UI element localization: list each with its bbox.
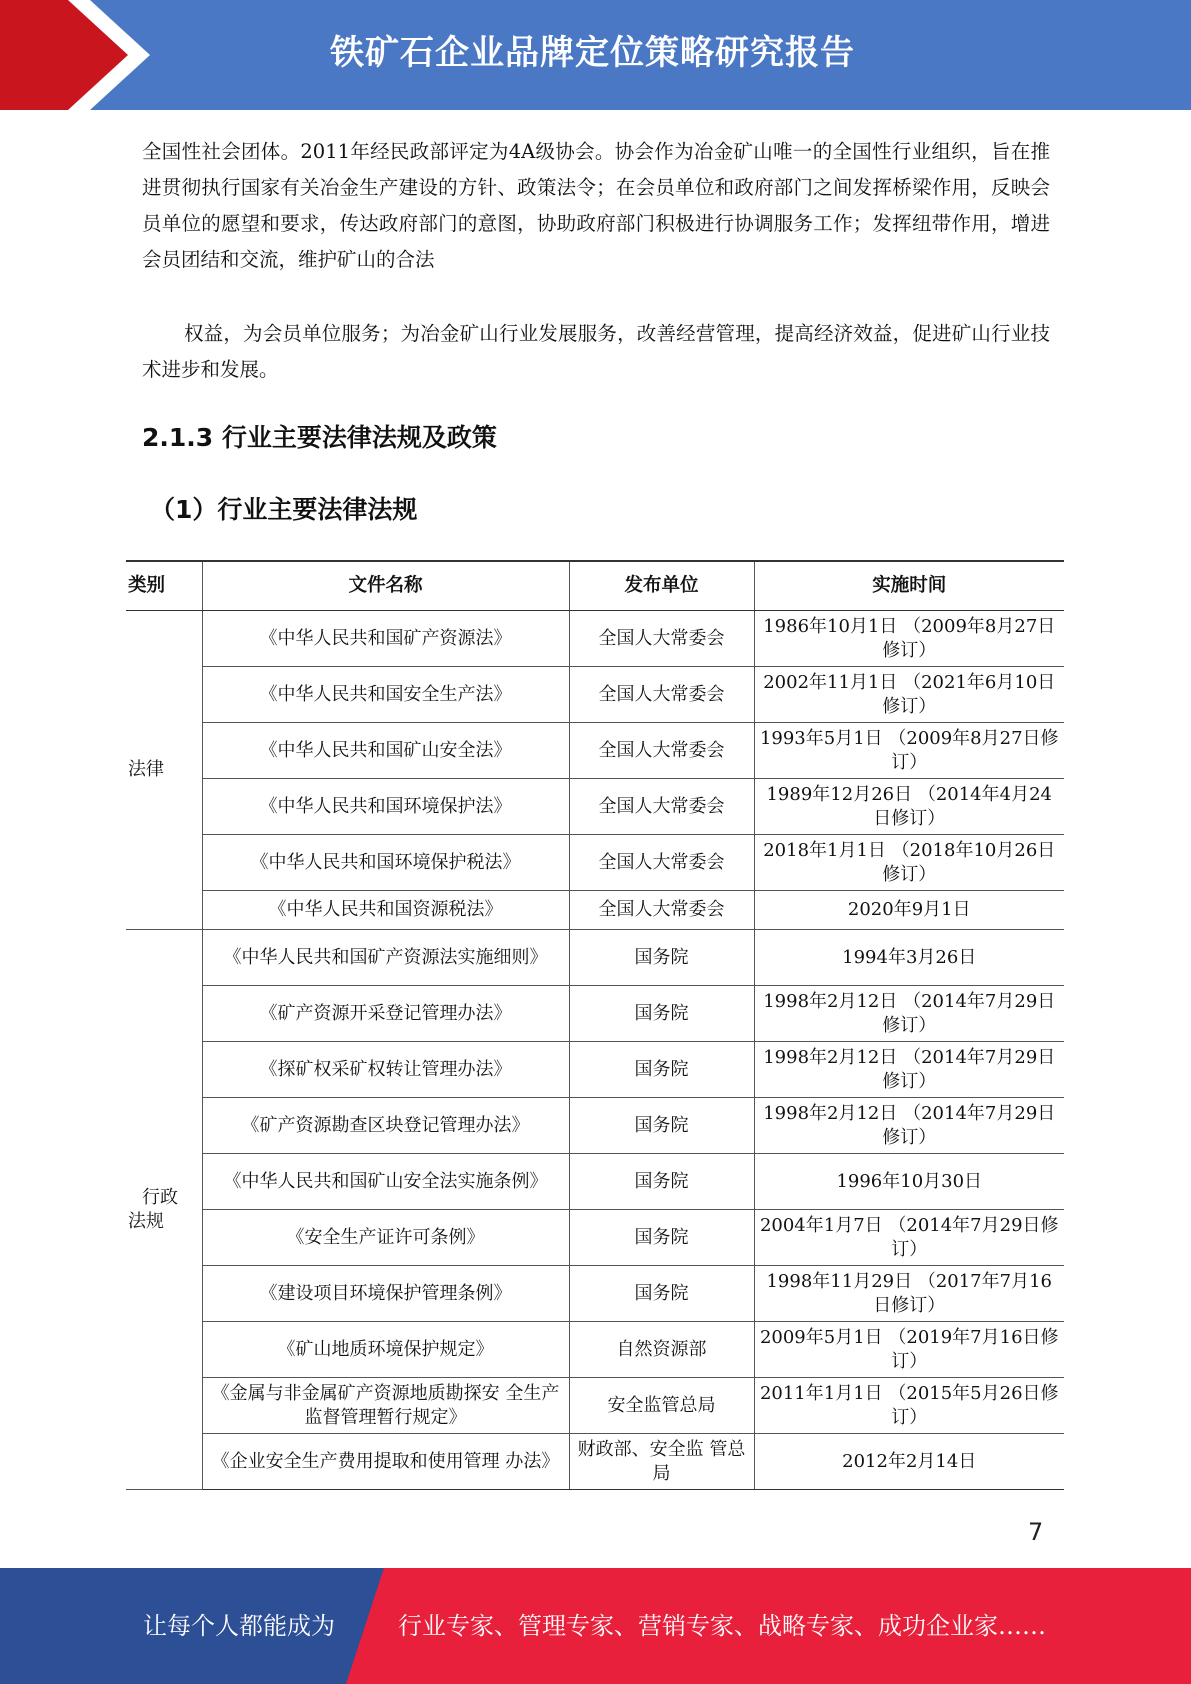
issuer: 国务院 — [569, 1042, 754, 1098]
laws-table — [126, 560, 1064, 1490]
table-row — [126, 1378, 1064, 1434]
table-row — [126, 1154, 1064, 1210]
issuer: 国务院 — [569, 986, 754, 1042]
table-row — [126, 1434, 1064, 1490]
issuer: 国务院 — [569, 1266, 754, 1322]
document-name: 《企业安全生产费用提取和使用管理 办法》 — [202, 1434, 569, 1490]
footer-slogan-right: 行业专家、管理专家、营销专家、战略专家、成功企业家…… — [398, 1612, 1046, 1640]
issuer: 安全监管总局 — [569, 1378, 754, 1434]
issuer: 国务院 — [569, 1154, 754, 1210]
effective-date: 2004年1月7日 （2014年7月29日修订） — [754, 1210, 1064, 1266]
category-administrative-regulations — [126, 930, 202, 1490]
table-row — [126, 667, 1064, 723]
issuer: 自然资源部 — [569, 1322, 754, 1378]
footer-slogan-left: 让每个人都能成为 — [143, 1612, 335, 1640]
issuer: 国务院 — [569, 1098, 754, 1154]
header-arrow-icon — [0, 0, 160, 110]
document-name: 《探矿权采矿权转让管理办法》 — [202, 1042, 569, 1098]
table-row — [126, 891, 1064, 930]
table-row — [126, 986, 1064, 1042]
document-name: 《矿产资源开采登记管理办法》 — [202, 986, 569, 1042]
issuer: 全国人大常委会 — [569, 611, 754, 667]
table-row — [126, 1210, 1064, 1266]
issuer: 国务院 — [569, 930, 754, 986]
effective-date: 2018年1月1日 （2018年10月26日修订） — [754, 835, 1064, 891]
table-row — [126, 930, 1064, 986]
body-paragraph-1: 全国性社会团体。2011年经民政部评定为4A级协会。协会作为冶金矿山唯一的全国性行业组织，旨在推进贯彻执行国家有关冶金生产建设的方针、政策法令；在会员单位和政府部门之间发挥桥梁作用，反映会员单位的愿望和要求，传达政府部门的意图，协助政府部门积极进行协调服务工作；发挥纽带作用，增进会员团结和交流，维护矿山的合法 — [142, 140, 1050, 271]
header-category: 类别 — [126, 561, 202, 611]
page-footer — [0, 1568, 1191, 1684]
category-law: 法律 — [126, 611, 202, 930]
document-name: 《中华人民共和国环境保护税法》 — [202, 835, 569, 891]
subsection-heading: （1）行业主要法律法规 — [150, 495, 418, 524]
effective-date: 2012年2月14日 — [754, 1434, 1064, 1490]
table-row — [126, 611, 1064, 667]
effective-date: 1996年10月30日 — [754, 1154, 1064, 1210]
effective-date: 2009年5月1日 （2019年7月16日修订） — [754, 1322, 1064, 1378]
table-row — [126, 1098, 1064, 1154]
effective-date: 1994年3月26日 — [754, 930, 1064, 986]
table-row — [126, 779, 1064, 835]
document-name: 《中华人民共和国矿产资源法实施细则》 — [202, 930, 569, 986]
table-row — [126, 835, 1064, 891]
document-name: 《矿产资源勘查区块登记管理办法》 — [202, 1098, 569, 1154]
document-name: 《安全生产证许可条例》 — [202, 1210, 569, 1266]
document-name: 《中华人民共和国安全生产法》 — [202, 667, 569, 723]
table-row — [126, 1042, 1064, 1098]
page-number: 7 — [1028, 1518, 1044, 1546]
issuer: 全国人大常委会 — [569, 835, 754, 891]
document-name: 《矿山地质环境保护规定》 — [202, 1322, 569, 1378]
effective-date: 1998年11月29日 （2017年7月16日修订） — [754, 1266, 1064, 1322]
header-document-name: 文件名称 — [202, 561, 569, 611]
document-name: 《中华人民共和国环境保护法》 — [202, 779, 569, 835]
header-issuer: 发布单位 — [569, 561, 754, 611]
document-name: 《建设项目环境保护管理条例》 — [202, 1266, 569, 1322]
effective-date: 2020年9月1日 — [754, 891, 1064, 930]
document-name: 《中华人民共和国矿产资源法》 — [202, 611, 569, 667]
effective-date: 1998年2月12日 （2014年7月29日修订） — [754, 1098, 1064, 1154]
category-label-line-2: 法规 — [128, 1210, 164, 1232]
page-header — [0, 0, 1191, 110]
effective-date: 2002年11月1日 （2021年6月10日修订） — [754, 667, 1064, 723]
effective-date: 1998年2月12日 （2014年7月29日修订） — [754, 986, 1064, 1042]
effective-date: 1993年5月1日 （2009年8月27日修订） — [754, 723, 1064, 779]
issuer: 全国人大常委会 — [569, 723, 754, 779]
document-name: 《中华人民共和国矿山安全法》 — [202, 723, 569, 779]
issuer: 全国人大常委会 — [569, 779, 754, 835]
category-label-line-1: 行政 — [142, 1186, 178, 1208]
table-row — [126, 1322, 1064, 1378]
effective-date: 1989年12月26日 （2014年4月24日修订） — [754, 779, 1064, 835]
issuer: 财政部、安全监 管总局 — [569, 1434, 754, 1490]
document-name: 《中华人民共和国资源税法》 — [202, 891, 569, 930]
table-header-row — [126, 561, 1064, 611]
issuer: 全国人大常委会 — [569, 667, 754, 723]
body-paragraph-2: 权益，为会员单位服务；为冶金矿山行业发展服务，改善经营管理，提高经济效益，促进矿山行业技术进步和发展。 — [142, 322, 1050, 381]
report-title: 铁矿石企业品牌定位策略研究报告 — [330, 33, 855, 73]
issuer: 全国人大常委会 — [569, 891, 754, 930]
document-name: 《金属与非金属矿产资源地质勘探安 全生产监督管理暂行规定》 — [202, 1378, 569, 1434]
effective-date: 1998年2月12日 （2014年7月29日修订） — [754, 1042, 1064, 1098]
issuer: 国务院 — [569, 1210, 754, 1266]
effective-date: 2011年1月1日 （2015年5月26日修订） — [754, 1378, 1064, 1434]
section-heading: 2.1.3 行业主要法律法规及政策 — [142, 423, 497, 452]
table-row — [126, 723, 1064, 779]
effective-date: 1986年10月1日 （2009年8月27日修订） — [754, 611, 1064, 667]
table-row — [126, 1266, 1064, 1322]
document-name: 《中华人民共和国矿山安全法实施条例》 — [202, 1154, 569, 1210]
header-effective-date: 实施时间 — [754, 561, 1064, 611]
